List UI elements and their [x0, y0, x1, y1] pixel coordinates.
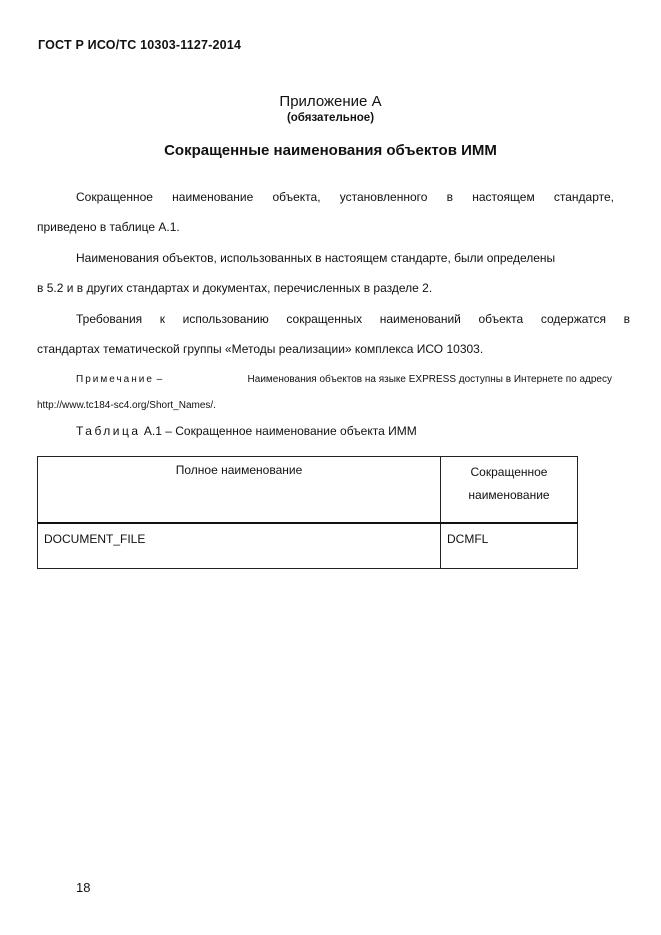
- note-dash: –: [153, 374, 163, 385]
- page-number: 18: [76, 880, 91, 895]
- paragraph-3-line-1: Требования к использованию сокращенных наименований объекта содержатся в: [76, 312, 630, 326]
- table-caption: [76, 424, 417, 438]
- abbreviation-table: [37, 456, 578, 569]
- header-full-name: Полное наименование: [38, 457, 441, 524]
- appendix-title: Приложение А: [279, 93, 382, 110]
- paragraph-3-line-2: стандартах тематической группы «Методы реализации» комплекса ИСО 10303.: [37, 342, 484, 356]
- header-short-name-line-2: наименование: [468, 488, 550, 502]
- note-url: http://www.tc184-sc4.org/Short_Names/.: [37, 400, 216, 411]
- header-short-name: [441, 457, 578, 524]
- note-label: Примечание: [76, 374, 154, 385]
- cell-short-name: DCMFL: [441, 523, 578, 569]
- table-caption-label: Таблица: [76, 424, 141, 438]
- note-text: Наименования объектов на языке EXPRESS доступны в Интернете по адресу: [247, 374, 612, 385]
- paragraph-2-line-1: Наименования объектов, использованных в настоящем стандарте, были определены: [76, 251, 556, 265]
- paragraph-1-line-2: приведено в таблице А.1.: [37, 220, 180, 234]
- appendix-heading: Сокращенные наименования объектов ИММ: [164, 142, 497, 159]
- document-header: ГОСТ Р ИСО/ТС 10303-1127-2014: [38, 38, 242, 52]
- paragraph-2-line-2: в 5.2 и в других стандартах и документах, перечисленных в разделе 2.: [37, 281, 433, 295]
- cell-full-name: DOCUMENT_FILE: [38, 523, 441, 569]
- paragraph-1-line-1: Сокращенное наименование объекта, установленного в настоящем стандарте,: [76, 190, 614, 204]
- table-caption-text: А.1 – Сокращенное наименование объекта ИММ: [140, 424, 417, 438]
- table-row: [38, 523, 578, 569]
- note-line-1: [76, 374, 612, 385]
- header-short-name-line-1: Сокращенное: [470, 465, 548, 479]
- appendix-status: (обязательное): [286, 112, 375, 124]
- table-header-row: [38, 457, 578, 524]
